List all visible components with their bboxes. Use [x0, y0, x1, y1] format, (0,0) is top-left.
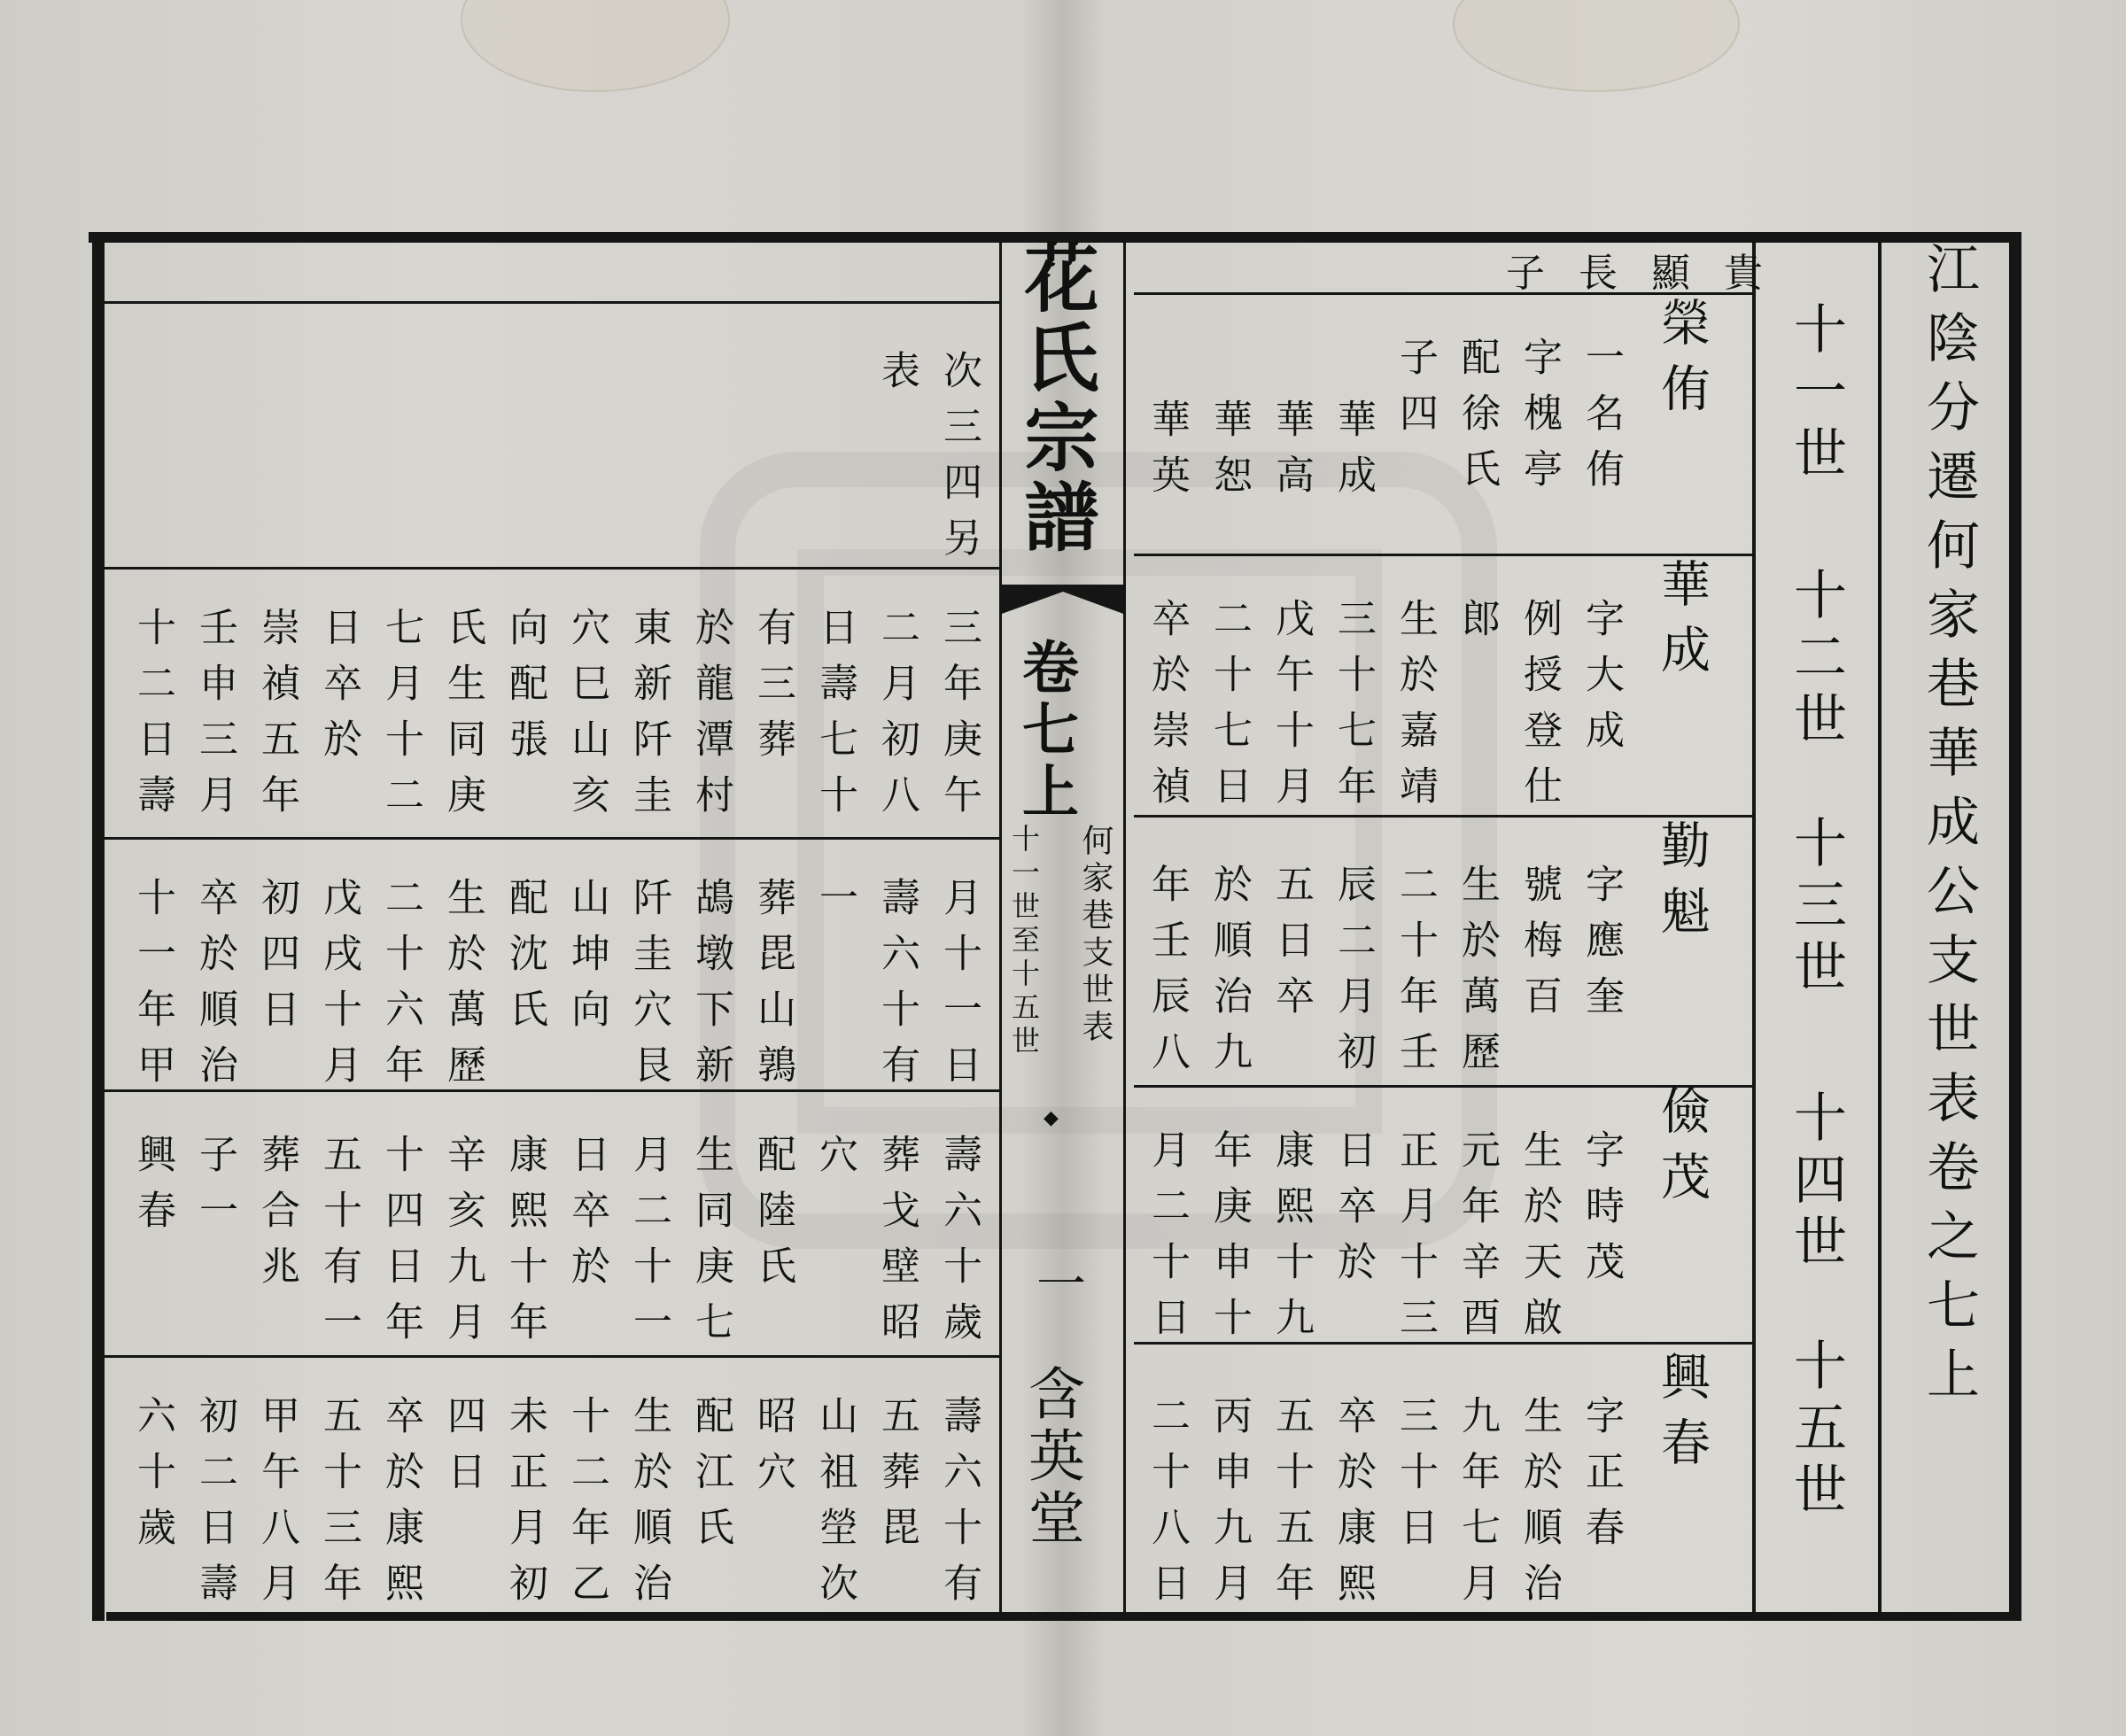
note-line: 次三四另: [936, 350, 982, 573]
person-name: 興春: [1653, 1351, 1711, 1482]
record-line: 郎: [1455, 598, 1500, 654]
record-line: 配陸氏: [750, 1134, 795, 1301]
row-rule: [105, 837, 999, 840]
record-line: 甲午八月: [254, 1395, 299, 1618]
record-line: 字槐亭: [1517, 337, 1562, 504]
record-line: 昭穴: [750, 1395, 795, 1507]
frame-right-rule: [2009, 232, 2021, 1621]
record-line: 生於萬歷: [1455, 864, 1500, 1087]
record-line: 配江氏: [688, 1395, 733, 1562]
frame-left-rule: [92, 232, 105, 1621]
record-line: 生於萬歷: [440, 877, 485, 1100]
record-line: 字時茂: [1579, 1129, 1624, 1297]
generation-label: 十四世: [1785, 1089, 1847, 1275]
record-line: 有三葬: [750, 607, 795, 774]
record-line: 五十有一: [316, 1134, 361, 1357]
record-line: 月十一日: [936, 877, 982, 1100]
record-line: 日卒於: [1331, 1129, 1376, 1297]
record-line: 阡圭穴艮: [626, 877, 671, 1100]
record-line: 正月十三: [1393, 1129, 1438, 1352]
title-separator-rule: [1878, 232, 1882, 1621]
record-line: 康熙十九: [1269, 1129, 1314, 1352]
hall-name: 含英堂: [1019, 1364, 1084, 1550]
record-line: 三十日: [1393, 1395, 1438, 1562]
record-line: 卒於康熙: [1331, 1395, 1376, 1618]
diamond-ornament: ◆: [1040, 1107, 1062, 1129]
record-line: 向配張: [502, 607, 547, 774]
record-line: 卒於崇禎: [1144, 598, 1190, 821]
row-rule: [105, 1355, 999, 1358]
person-name: 儉茂: [1653, 1085, 1711, 1216]
record-line: 三年庚午: [936, 607, 982, 830]
spine-subtitle: 何家巷支世表: [1077, 824, 1113, 1047]
record-line: 葬戈壁昭: [874, 1134, 919, 1357]
record-line: 生於順治: [626, 1395, 671, 1618]
record-line: 興春: [130, 1134, 175, 1245]
record-line: 月二十一: [626, 1134, 671, 1357]
record-line: 一名侑: [1579, 337, 1624, 504]
record-line: 葬毘山鶉: [750, 877, 795, 1100]
row-rule: [1134, 554, 1754, 556]
record-line: 字應奎: [1579, 864, 1624, 1031]
person-name: 華成: [1653, 558, 1711, 689]
record-line: 華恕: [1207, 399, 1252, 510]
record-line: 於順治九: [1207, 864, 1252, 1087]
spine-generation-range: 十一世至十五世: [1007, 824, 1041, 1059]
record-line: 例授登仕: [1517, 598, 1562, 821]
generation-separator-rule: [1752, 232, 1756, 1621]
record-line: 初二日壽: [192, 1395, 237, 1618]
record-line: 年壬辰八: [1144, 864, 1190, 1087]
spine-right-rule: [1123, 232, 1126, 1621]
fishtail-ornament: [999, 585, 1126, 620]
record-line: 字大成: [1579, 598, 1624, 765]
record-line: 五十三年: [316, 1395, 361, 1618]
record-line: 三十七年: [1331, 598, 1376, 821]
record-line: 配徐氏: [1455, 337, 1500, 504]
row-rule: [105, 1089, 999, 1092]
record-line: 一: [812, 877, 857, 933]
generation-label: 十三世: [1785, 815, 1847, 1001]
record-line: 華高: [1269, 399, 1314, 510]
record-line: 配沈氏: [502, 877, 547, 1044]
generation-label: 十五世: [1785, 1337, 1847, 1523]
record-line: 生於順治: [1517, 1395, 1562, 1618]
record-line: 穴: [812, 1134, 857, 1190]
person-name: 榮侑: [1653, 297, 1711, 428]
spine-left-rule: [999, 232, 1002, 1621]
record-line: 號梅百: [1517, 864, 1562, 1031]
record-line: 辛亥九月: [440, 1134, 485, 1357]
generation-label: 十一世: [1785, 301, 1847, 487]
record-line: 十二日壽: [130, 607, 175, 830]
record-line: 丙申九月: [1207, 1395, 1252, 1618]
row-rule: [105, 301, 999, 304]
volume-number: 卷七上: [1013, 638, 1079, 824]
record-line: 年庚申十: [1207, 1129, 1252, 1352]
record-line: 戊午十月: [1269, 598, 1314, 821]
record-line: 山坤向: [564, 877, 609, 1044]
record-line: 二十年壬: [1393, 864, 1438, 1087]
record-line: 十二年乙: [564, 1395, 609, 1618]
note-line: 表: [874, 350, 919, 406]
record-line: 日卒於: [564, 1134, 609, 1301]
record-line: 七月十二: [378, 607, 423, 830]
record-line: 壬申三月: [192, 607, 237, 830]
person-name: 勤魁: [1653, 819, 1711, 950]
record-line: 日壽七十: [812, 607, 857, 830]
record-line: 五葬毘: [874, 1395, 919, 1562]
record-line: 初四日: [254, 877, 299, 1044]
record-line: 二十六年: [378, 877, 423, 1100]
record-line: 月二十日: [1144, 1129, 1190, 1352]
generation-label: 十二世: [1785, 567, 1847, 753]
record-line: 五十五年: [1269, 1395, 1314, 1618]
record-line: 壽六十有: [936, 1395, 982, 1618]
page-number: 一: [1028, 1258, 1086, 1307]
record-line: 生於天啟: [1517, 1129, 1562, 1352]
record-line: 十四日年: [378, 1134, 423, 1357]
record-line: 於龍潭村: [688, 607, 733, 830]
record-line: 生同庚七: [688, 1134, 733, 1357]
record-line: 五日卒: [1269, 864, 1314, 1031]
record-line: 康熙十年: [502, 1134, 547, 1357]
record-line: 二十七日: [1207, 598, 1252, 821]
record-line: 九年七月: [1455, 1395, 1500, 1618]
record-line: 氏生同庚: [440, 607, 485, 830]
right-top-line: 貴 顯 長 子: [1506, 251, 1773, 296]
record-line: 華成: [1331, 399, 1376, 510]
record-line: 四日: [440, 1395, 485, 1507]
record-line: 二月初八: [874, 607, 919, 830]
record-line: 子一: [192, 1134, 237, 1245]
row-rule: [105, 567, 999, 570]
volume-title: 江陰分遷何家巷華成公支世表卷之七上: [1918, 241, 1980, 1415]
record-line: 華英: [1144, 399, 1190, 510]
record-line: 辰二月初: [1331, 864, 1376, 1087]
record-line: 鴣墩下新: [688, 877, 733, 1100]
record-line: 崇禎五年: [254, 607, 299, 830]
record-line: 戊戌十月: [316, 877, 361, 1100]
record-line: 壽六十歲: [936, 1134, 982, 1357]
record-line: 穴巳山亥: [564, 607, 609, 830]
record-line: 字正春: [1579, 1395, 1624, 1562]
record-line: 十一年甲: [130, 877, 175, 1100]
record-line: 葬合兆: [254, 1134, 299, 1301]
record-line: 卒於康熙: [378, 1395, 423, 1618]
record-line: 東新阡圭: [626, 607, 671, 830]
record-line: 六十歲: [130, 1395, 175, 1562]
record-line: 生於嘉靖: [1393, 598, 1438, 821]
record-line: 子四: [1393, 337, 1438, 448]
record-line: 日卒於: [316, 607, 361, 774]
record-line: 卒於順治: [192, 877, 237, 1100]
record-line: 山祖塋次: [812, 1395, 857, 1618]
record-line: 元年辛酉: [1455, 1129, 1500, 1352]
record-line: 壽六十有: [874, 877, 919, 1100]
record-line: 未正月初: [502, 1395, 547, 1618]
book-title: 花氏宗譜: [1013, 239, 1100, 558]
record-line: 二十八日: [1144, 1395, 1190, 1618]
